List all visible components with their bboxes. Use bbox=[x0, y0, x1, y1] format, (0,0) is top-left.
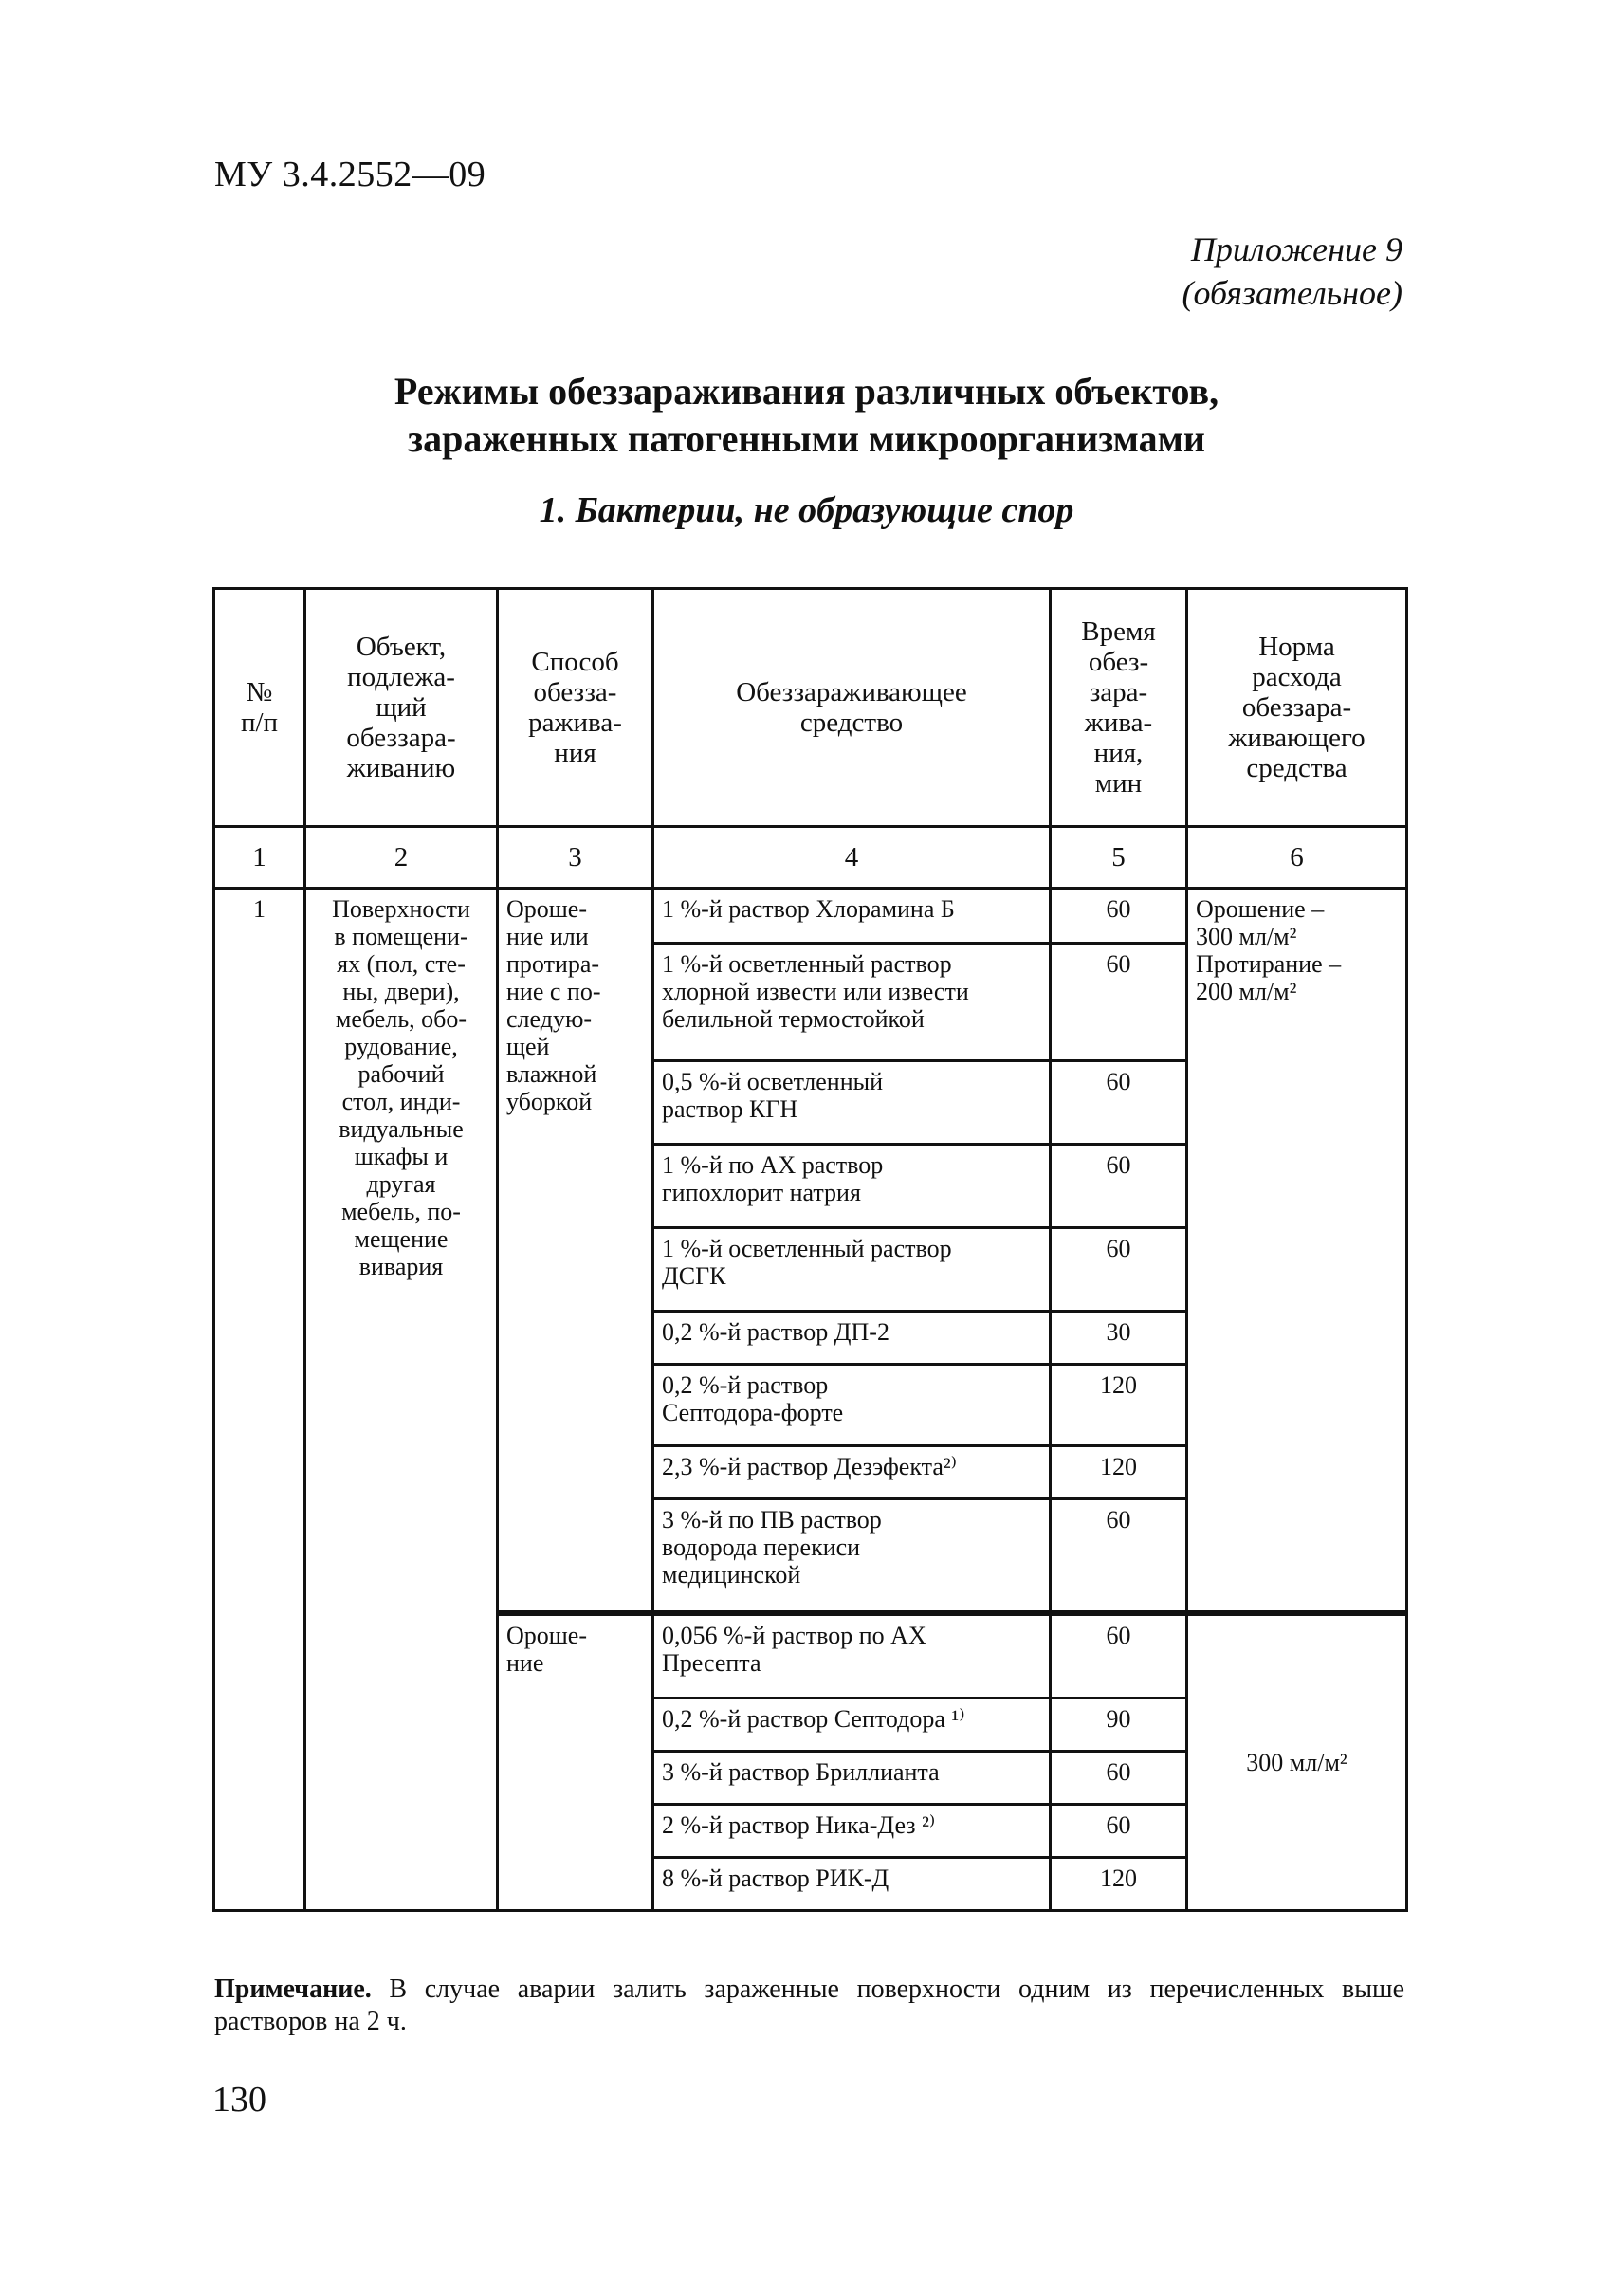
time-cell: 60 bbox=[1051, 1228, 1187, 1312]
header-norm: Норма расхода обеззара- живающего средства bbox=[1187, 589, 1407, 827]
header-number: № п/п bbox=[214, 589, 305, 827]
column-number: 1 bbox=[214, 827, 305, 889]
column-number: 6 bbox=[1187, 827, 1407, 889]
norm-cell: 300 мл/м² bbox=[1187, 1613, 1407, 1911]
time-cell: 60 bbox=[1051, 1499, 1187, 1613]
table-row bbox=[214, 889, 1407, 944]
table-header-row bbox=[214, 589, 1407, 827]
row-number: 1 bbox=[214, 889, 305, 1911]
appendix-label bbox=[1182, 228, 1403, 315]
title-line-1: Режимы обеззараживания различных объектов, bbox=[394, 370, 1219, 413]
title-line-2: зараженных патогенными микроорганизмами bbox=[408, 417, 1205, 460]
agent-cell: 0,2 %-й раствор Септодора-форте bbox=[653, 1365, 1051, 1446]
header-object: Объект, подлежа- щий обеззара- живанию bbox=[305, 589, 498, 827]
column-number: 5 bbox=[1051, 827, 1187, 889]
method-cell: Ороше- ние bbox=[498, 1613, 653, 1911]
agent-cell: 0,2 %-й раствор ДП-2 bbox=[653, 1312, 1051, 1365]
object-cell: Поверхности в помещени- ях (пол, сте- ны, двери), мебель, обо- рудование, рабочий стол, инди- видуальные шкафы и другая мебель, по- мещение вивария bbox=[305, 889, 498, 1911]
appendix-status: (обязательное) bbox=[1182, 274, 1402, 312]
document-code: МУ 3.4.2552—09 bbox=[214, 155, 486, 194]
agent-cell: 1 %-й раствор Хлорамина Б bbox=[653, 889, 1051, 944]
page-title bbox=[190, 368, 1423, 463]
time-cell: 60 bbox=[1051, 1145, 1187, 1228]
time-cell: 120 bbox=[1051, 1446, 1187, 1499]
column-number: 3 bbox=[498, 827, 653, 889]
agent-cell: 0,5 %-й осветленный раствор КГН bbox=[653, 1061, 1051, 1145]
column-number-row bbox=[214, 827, 1407, 889]
agent-cell: 2 %-й раствор Ника-Дез ²⁾ bbox=[653, 1805, 1051, 1858]
method-cell: Ороше- ние или протира- ние с по- следую- щей влажной уборкой bbox=[498, 889, 653, 1613]
time-cell: 30 bbox=[1051, 1312, 1187, 1365]
time-cell: 60 bbox=[1051, 1613, 1187, 1699]
agent-cell: 2,3 %-й раствор Дезэфекта²⁾ bbox=[653, 1446, 1051, 1499]
time-cell: 60 bbox=[1051, 1752, 1187, 1805]
agent-cell: 0,056 %-й раствор по АХ Пресепта bbox=[653, 1613, 1051, 1699]
time-cell: 60 bbox=[1051, 1805, 1187, 1858]
time-cell: 60 bbox=[1051, 1061, 1187, 1145]
norm-cell: Орошение – 300 мл/м² Протирание – 200 мл/м² bbox=[1187, 889, 1407, 1613]
note-label: Примечание. bbox=[214, 1975, 372, 2004]
header-method: Способ обезза- ражива- ния bbox=[498, 589, 653, 827]
agent-cell: 3 %-й раствор Бриллианта bbox=[653, 1752, 1051, 1805]
time-cell: 120 bbox=[1051, 1858, 1187, 1911]
header-agent: Обеззараживающее средство bbox=[653, 589, 1051, 827]
agent-cell: 8 %-й раствор РИК-Д bbox=[653, 1858, 1051, 1911]
note-text: В случае аварии залить зараженные поверхности одним из перечисленных выше растворов на 2 ч. bbox=[214, 1975, 1404, 2036]
header-time: Время обез- зара- жива- ния, мин bbox=[1051, 589, 1187, 827]
agent-cell: 3 %-й по ПВ раствор водорода перекиси медицинской bbox=[653, 1499, 1051, 1613]
time-cell: 60 bbox=[1051, 944, 1187, 1061]
time-cell: 60 bbox=[1051, 889, 1187, 944]
footnote bbox=[214, 1974, 1404, 2038]
section-subtitle: 1. Бактерии, не образующие спор bbox=[539, 490, 1074, 530]
appendix-number: Приложение 9 bbox=[1190, 230, 1402, 268]
disinfection-table bbox=[212, 587, 1408, 1912]
column-number: 2 bbox=[305, 827, 498, 889]
time-cell: 120 bbox=[1051, 1365, 1187, 1446]
page-number: 130 bbox=[212, 2080, 266, 2120]
time-cell: 90 bbox=[1051, 1699, 1187, 1752]
agent-cell: 1 %-й осветленный раствор ДСГК bbox=[653, 1228, 1051, 1312]
agent-cell: 0,2 %-й раствор Септодора ¹⁾ bbox=[653, 1699, 1051, 1752]
agent-cell: 1 %-й осветленный раствор хлорной извести или извести белильной термостойкой bbox=[653, 944, 1051, 1061]
agent-cell: 1 %-й по АХ раствор гипохлорит натрия bbox=[653, 1145, 1051, 1228]
column-number: 4 bbox=[653, 827, 1051, 889]
